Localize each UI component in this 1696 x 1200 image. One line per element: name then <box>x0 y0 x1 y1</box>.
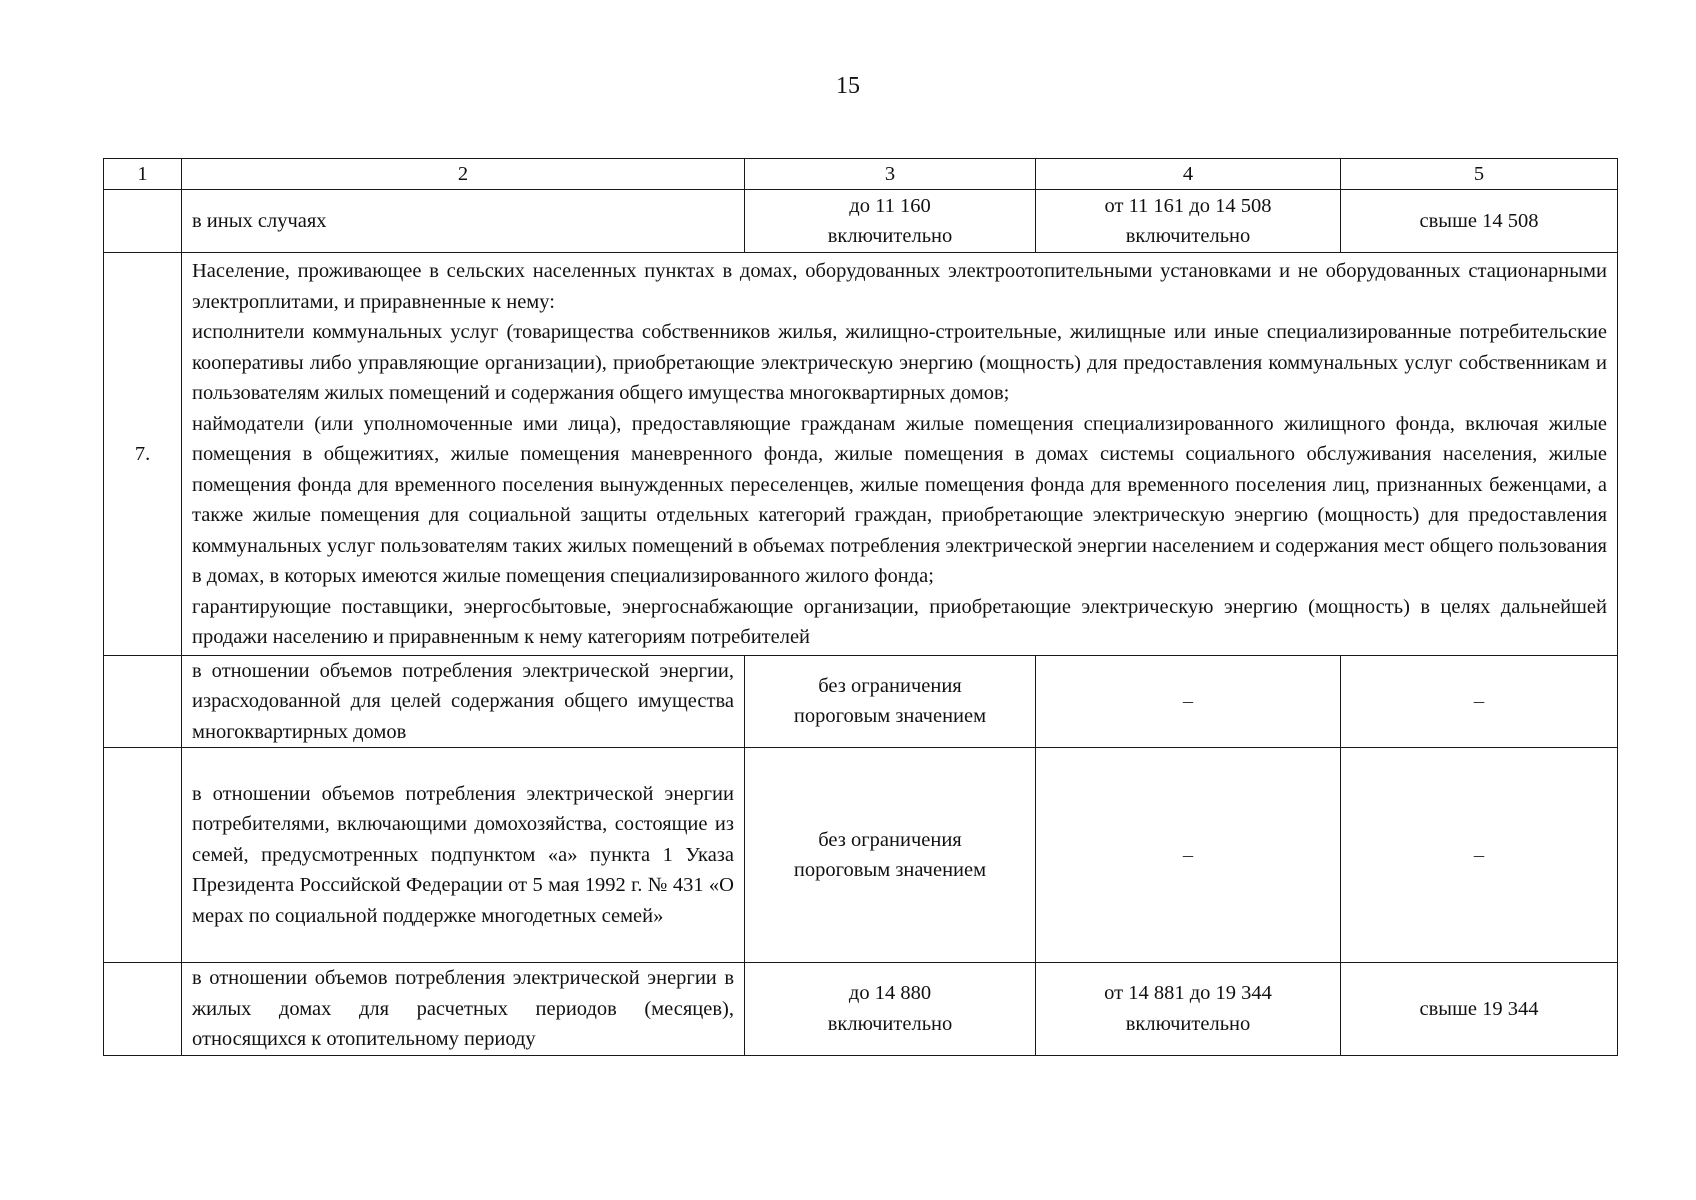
threshold-high-cell: свыше 19 344 <box>1341 963 1618 1056</box>
header-col-2: 2 <box>182 159 745 190</box>
threshold-low-note: включительно <box>827 225 953 247</box>
threshold-mid-value: от 14 881 до 19 344 <box>1104 982 1272 1005</box>
header-col-3: 3 <box>745 159 1036 190</box>
header-row <box>104 159 1618 190</box>
section-7-paragraph: наймодатели (или уполномоченные ими лица), предоставляющие гражданам жилые помещения специализированного жилищного фонда, включая жилые помещения в общежитиях, жилые помещения маневренного фонда, жилые помещения в домах системы социального обслуживания населения, жилые помещения фонда для временного поселения вынужденных переселенцев, жилые помещения фонда для временного поселения лиц, признанных беженцами, а также жилые помещения для социальной защиты отдельных категорий граждан, приобретающие электрическую энергию (мощность) для предоставления коммунальных услуг пользователям таких жилых помещений в объемах потребления электрической энергии населением и содержания мест общего пользования в домах, в которых имеются жилые помещения специализированного жилого фонда; <box>192 412 1607 587</box>
threshold-mid-value: от 11 161 до 14 508 <box>1104 194 1272 217</box>
table-row-heating-period <box>104 963 1618 1056</box>
row-number <box>104 963 182 1056</box>
table-row-other-cases <box>104 190 1618 253</box>
row-label: в отношении объемов потребления электрической энергии потребителями, включающими домохозяйства, состоящие из семей, предусмотренных подпунктом «а» пункта 1 Указа Президента Российской Федерации от 5 мая 1992 г. № 431 «О мерах по социальной поддержке многодетных семей» <box>182 748 745 963</box>
threshold-low-value: до 11 160 <box>849 194 931 217</box>
row-label: в отношении объемов потребления электрической энергии, израсходованной для целей содержания общего имущества многоквартирных домов <box>182 655 745 748</box>
threshold-high-cell: – <box>1341 655 1618 748</box>
threshold-high-cell: свыше 14 508 <box>1341 190 1618 253</box>
header-col-4: 4 <box>1036 159 1341 190</box>
section-7-number: 7. <box>104 253 182 656</box>
table-row-large-families <box>104 748 1618 963</box>
header-col-5: 5 <box>1341 159 1618 190</box>
threshold-low-value: до 14 880 <box>848 982 932 1005</box>
row-number <box>104 748 182 963</box>
section-7-row <box>104 253 1618 656</box>
threshold-low-cell <box>745 655 1036 748</box>
row-number <box>104 655 182 748</box>
table-row-common-property <box>104 655 1618 748</box>
section-7-paragraph: Население, проживающее в сельских населенных пунктах в домах, оборудованных электроотопительными установками и не оборудованных стационарными электроплитами, и приравненные к нему: <box>192 260 1607 313</box>
threshold-low-cell <box>745 748 1036 963</box>
threshold-mid-cell <box>1036 190 1341 253</box>
section-7-description <box>182 253 1618 656</box>
row-number <box>104 190 182 253</box>
threshold-mid-note: включительно <box>1125 1012 1251 1035</box>
threshold-mid-cell: – <box>1036 655 1341 748</box>
tariff-table <box>103 158 1618 1056</box>
section-7-paragraph: исполнители коммунальных услуг (товарищества собственников жилья, жилищно-строительные, жилищные или иные специализированные потребительские кооперативы либо управляющие организации), приобретающие электрическую энергию (мощность) для предоставления коммунальных услуг собственникам и пользователям жилых помещений и содержания общего имущества многоквартирных домов; <box>192 321 1607 404</box>
threshold-low-value: без ограничения <box>818 828 962 851</box>
threshold-low-cell <box>745 190 1036 253</box>
threshold-low-note: включительно <box>827 1012 953 1035</box>
threshold-mid-note: включительно <box>1125 225 1251 247</box>
threshold-high-cell: – <box>1341 748 1618 963</box>
page-number: 15 <box>836 73 860 99</box>
threshold-low-cell <box>745 963 1036 1056</box>
threshold-low-note: пороговым значением <box>793 859 987 881</box>
threshold-low-note: пороговым значением <box>793 705 987 728</box>
row-label: в отношении объемов потребления электрической энергии в жилых домах для расчетных периодов (месяцев), относящихся к отопительному периоду <box>182 963 745 1056</box>
threshold-low-value: без ограничения <box>818 674 962 697</box>
header-col-1: 1 <box>104 159 182 190</box>
threshold-mid-cell <box>1036 963 1341 1056</box>
threshold-mid-cell: – <box>1036 748 1341 963</box>
section-7-paragraph: гарантирующие поставщики, энергосбытовые, энергоснабжающие организации, приобретающие электрическую энергию (мощность) в целях дальнейшей продажи населению и приравненным к нему категориям потребителей <box>192 595 1607 648</box>
row-label: в иных случаях <box>182 190 745 253</box>
